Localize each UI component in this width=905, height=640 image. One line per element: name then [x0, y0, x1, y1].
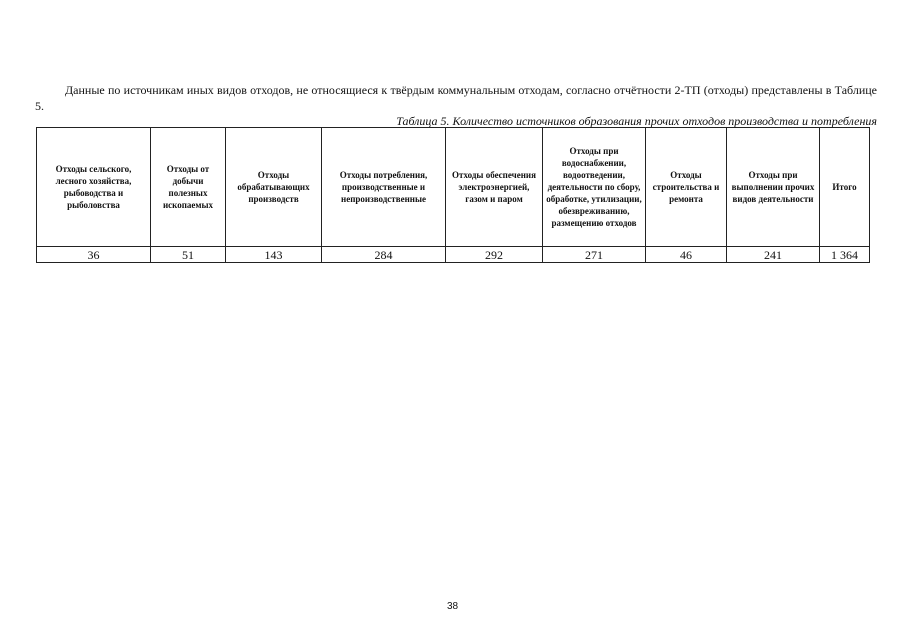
cell-consumption: 284 — [322, 247, 446, 263]
header-construction: Отходы строительства и ремонта — [646, 128, 727, 247]
waste-sources-table — [36, 127, 870, 263]
cell-agriculture: 36 — [37, 247, 151, 263]
table-header-row — [37, 128, 870, 247]
cell-water: 271 — [543, 247, 646, 263]
cell-energy: 292 — [446, 247, 543, 263]
header-energy: Отходы обеспечения электроэнергией, газом и паром — [446, 128, 543, 247]
cell-manufacturing: 143 — [226, 247, 322, 263]
header-agriculture: Отходы сельского, лесного хозяйства, рыбоводства и рыболовства — [37, 128, 151, 247]
header-manufacturing: Отходы обрабатывающих производств — [226, 128, 322, 247]
header-consumption: Отходы потребления, производственные и непроизводственные — [322, 128, 446, 247]
header-other: Отходы при выполнении прочих видов деятельности — [727, 128, 820, 247]
cell-total: 1 364 — [820, 247, 870, 263]
cell-other: 241 — [727, 247, 820, 263]
cell-mining: 51 — [151, 247, 226, 263]
page-number: 38 — [446, 601, 459, 612]
header-water: Отходы при водоснабжении, водоотведении, деятельности по сбору, обработке, утилизации, обезвреживанию, размещению отходов — [543, 128, 646, 247]
table-caption: Таблица 5. Количество источников образования прочих отходов производства и потребления — [396, 114, 877, 128]
intro-paragraph: Данные по источникам иных видов отходов, не относящиеся к твёрдым коммунальным отходам, согласно отчётности 2-ТП (отходы) представлены в Таблице 5. — [35, 83, 877, 113]
header-mining: Отходы от добычи полезных ископаемых — [151, 128, 226, 247]
cell-construction: 46 — [646, 247, 727, 263]
header-total: Итого — [820, 128, 870, 247]
table-row — [37, 247, 870, 263]
